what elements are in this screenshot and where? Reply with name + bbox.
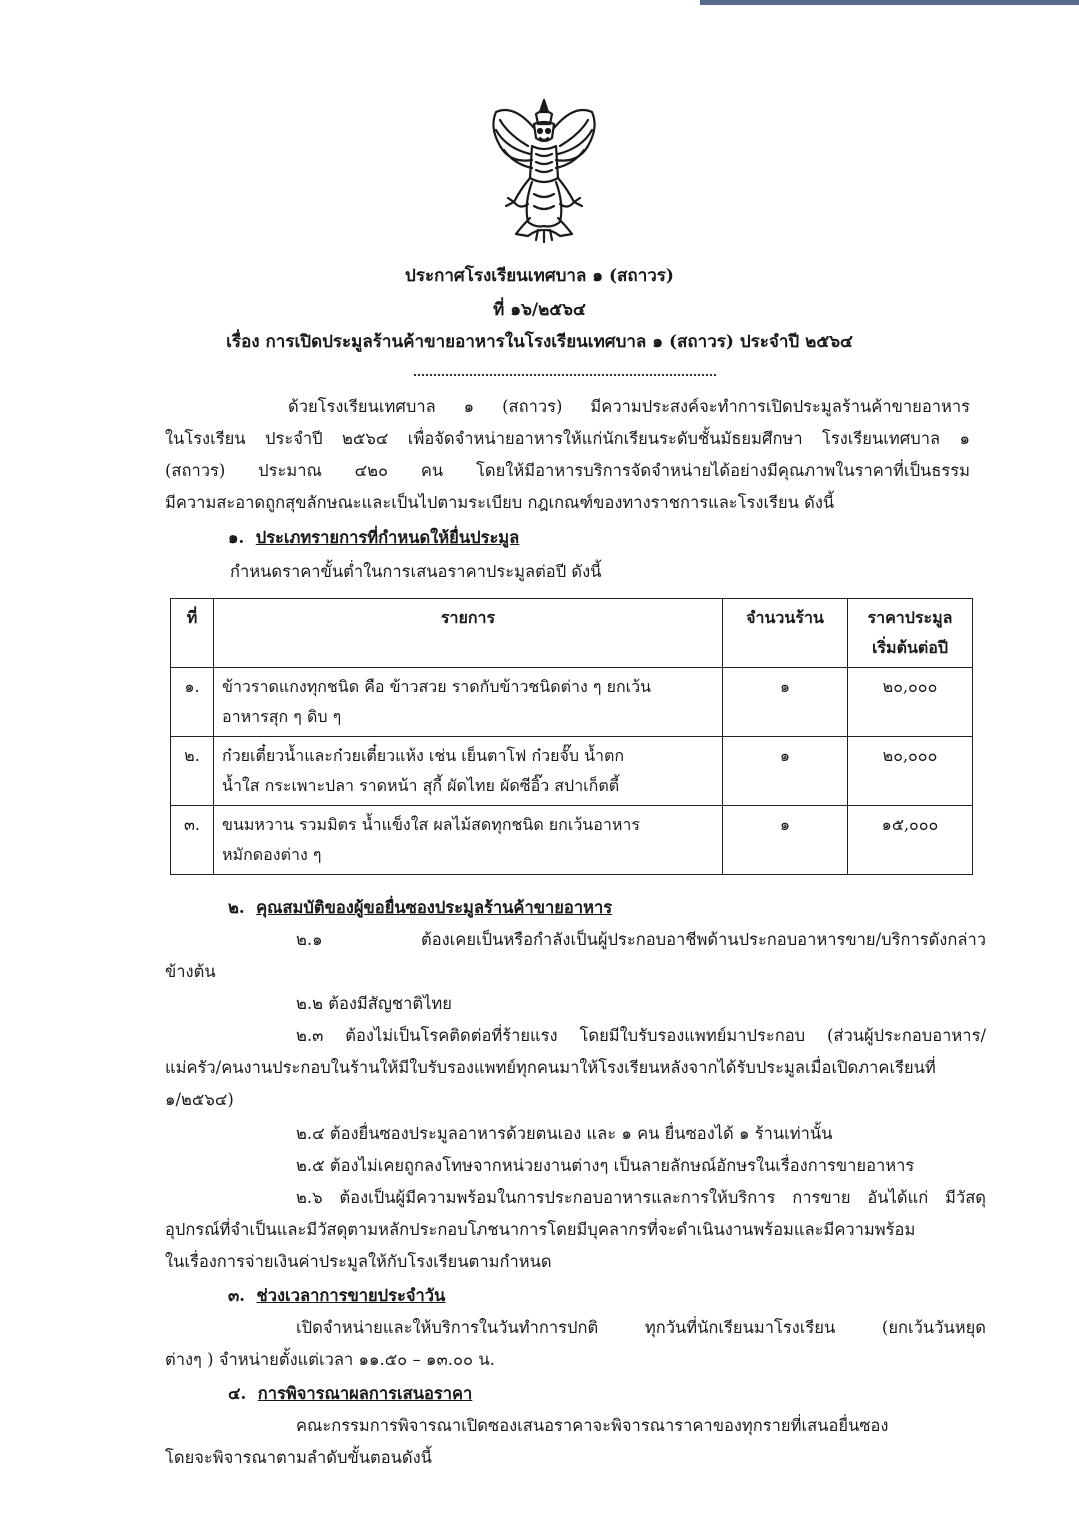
item-2-1-line-2: ข้างต้น [165,962,216,981]
section-3-number: ๓. [228,1286,246,1305]
section-1-heading [228,524,519,552]
row-item [214,737,723,806]
table-header-row [171,599,973,668]
section-4-heading [228,1380,472,1408]
table-row [171,668,973,737]
section-1-subtitle: กำหนดราคาขั้นต่ำในการเสนอราคาประมูลต่อปี ดังนี้ [230,562,602,581]
row-no: ๓. [171,806,214,875]
item-2-3-line-2: แม่ครัว/คนงานประกอบในร้านให้มีใบรับรองแพทย์ทุกคนมาให้โรงเรียนหลังจากได้รับประมูลเมื่อเปิดภาคเรียนที่ [165,1058,936,1077]
item-2-6-line-1: ๒.๖ ต้องเป็นผู้มีความพร้อมในการประกอบอาหารและการให้บริการ การขาย อันได้แก่ มีวัสดุ [296,1188,986,1207]
section-3-heading [228,1282,445,1310]
garuda-emblem-icon [484,94,604,244]
row-item-line-1: ก๋วยเตี๋ยวน้ำและก๋วยเตี๋ยวแห้ง เช่น เย็นตาโฟ ก๋วยจั๊บ น้ำตก [222,746,625,765]
intro-line-3: (สถาวร) ประมาณ ๔๒๐ คน โดยให้มีอาหารบริการจัดจำหน่ายได้อย่างมีคุณภาพในราคาที่เป็นธรรม [165,461,970,480]
section-1-number: ๑. [228,528,245,547]
row-item-line-2: หมักดองต่าง ๆ [222,845,322,864]
intro-line-2: ในโรงเรียน ประจำปี ๒๕๖๔ เพื่อจัดจำหน่ายอาหารให้แก่นักเรียนระดับชั้นมัธยมศึกษา โรงเรียนเทศบาล ๑ [165,429,970,448]
item-2-5: ๒.๕ ต้องไม่เคยถูกลงโทษจากหน่วยงานต่างๆ เป็นลายลักษณ์อักษรในเรื่องการขายอาหาร [296,1156,915,1175]
item-2-4: ๒.๔ ต้องยื่นซองประมูลอาหารด้วยตนเอง และ ๑ คน ยื่นซองได้ ๑ ร้านเท่านั้น [296,1124,833,1143]
row-item [214,668,723,737]
section-4-line-1: คณะกรรมการพิจารณาเปิดซองเสนอราคาจะพิจารณาราคาของทุกรายที่เสนอยื่นซอง [296,1416,889,1435]
section-2-title: คุณสมบัติของผู้ขอยื่นซองประมูลร้านค้าขายอาหาร [256,898,613,917]
header-price [848,599,973,668]
scan-edge-mark [700,0,1079,5]
section-1-title: ประเภทรายการที่กำหนดให้ยื่นประมูล [255,528,520,547]
item-2-3-line-3: ๑/๒๕๖๔) [165,1090,234,1109]
header-no: ที่ [171,599,214,668]
section-3-title: ช่วงเวลาการขายประจำวัน [256,1286,446,1305]
item-2-1-line-1: ๒.๑ ต้องเคยเป็นหรือกำลังเป็นผู้ประกอบอาชีพด้านประกอบอาหารขาย/บริการดังกล่าว [296,930,986,949]
row-price: ๒๐,๐๐๐ [848,668,973,737]
row-no: ๒. [171,737,214,806]
row-item-line-2: อาหารสุก ๆ ดิบ ๆ [222,707,342,726]
section-4-number: ๔. [228,1384,247,1403]
row-item-line-1: ขนมหวาน รวมมิตร น้ำแข็งใส ผลไม้สดทุกชนิด ยกเว้นอาหาร [222,815,640,834]
section-2-heading [228,894,612,922]
row-shops: ๑ [723,806,848,875]
row-price: ๑๕,๐๐๐ [848,806,973,875]
header-item: รายการ [214,599,723,668]
row-no: ๑. [171,668,214,737]
item-2-6-line-3: ในเรื่องการจ่ายเงินค่าประมูลให้กับโรงเรียนตามกำหนด [165,1252,552,1271]
table-row [171,806,973,875]
header-price-line-1: ราคาประมูล [867,608,953,627]
item-2-6-line-2: อุปกรณ์ที่จำเป็นและมีวัสดุตามหลักประกอบโภชนาการโดยมีบุคลากรที่จะดำเนินงานพร้อมและมีความพร้อม [165,1220,916,1239]
intro-line-1: ด้วยโรงเรียนเทศบาล ๑ (สถาวร) มีความประสงค์จะทำการเปิดประมูลร้านค้าขายอาหาร [288,397,970,416]
dotted-divider [414,374,716,376]
section-3-line-2: ต่างๆ ) จำหน่ายตั้งแต่เวลา ๑๑.๕๐ – ๑๓.๐๐ น. [165,1350,495,1369]
row-item-line-2: น้ำใส กระเพาะปลา ราดหน้า สุกี้ ผัดไทย ผัดซีอิ๊ว สปาเก็ตตี้ [222,776,620,795]
section-4-line-2: โดยจะพิจารณาตามลำดับขั้นตอนดังนี้ [165,1448,432,1467]
section-3-line-1: เปิดจำหน่ายและให้บริการในวันทำการปกติ ทุกวันที่นักเรียนมาโรงเรียน (ยกเว้นวันหยุด [296,1318,986,1337]
header-price-line-2: เริ่มต้นต่อปี [871,638,949,657]
header-shops: จำนวนร้าน [723,599,848,668]
section-4-title: การพิจารณาผลการเสนอราคา [257,1384,473,1403]
price-table [170,598,973,875]
row-price: ๒๐,๐๐๐ [848,737,973,806]
announcement-number: ที่ ๑๖/๒๕๖๔ [493,300,586,320]
row-item-line-1: ข้าวราดแกงทุกชนิด คือ ข้าวสวย ราดกับข้าวชนิดต่าง ๆ ยกเว้น [222,677,652,696]
section-2-number: ๒. [228,898,245,917]
announcement-title: ประกาศโรงเรียนเทศบาล ๑ (สถาวร) [405,266,674,286]
table-row [171,737,973,806]
announcement-subject: เรื่อง การเปิดประมูลร้านค้าขายอาหารในโรงเรียนเทศบาล ๑ (สถาวร) ประจำปี ๒๕๖๔ [226,332,853,352]
item-2-3-line-1: ๒.๓ ต้องไม่เป็นโรคติดต่อที่ร้ายแรง โดยมีใบรับรองแพทย์มาประกอบ (ส่วนผู้ประกอบอาหาร/ [296,1026,986,1045]
row-item [214,806,723,875]
intro-line-4: มีความสะอาดถูกสุขลักษณะและเป็นไปตามระเบียบ กฎเกณฑ์ของทางราชการและโรงเรียน ดังนี้ [165,493,835,512]
item-2-2: ๒.๒ ต้องมีสัญชาติไทย [296,994,452,1013]
row-shops: ๑ [723,737,848,806]
row-shops: ๑ [723,668,848,737]
